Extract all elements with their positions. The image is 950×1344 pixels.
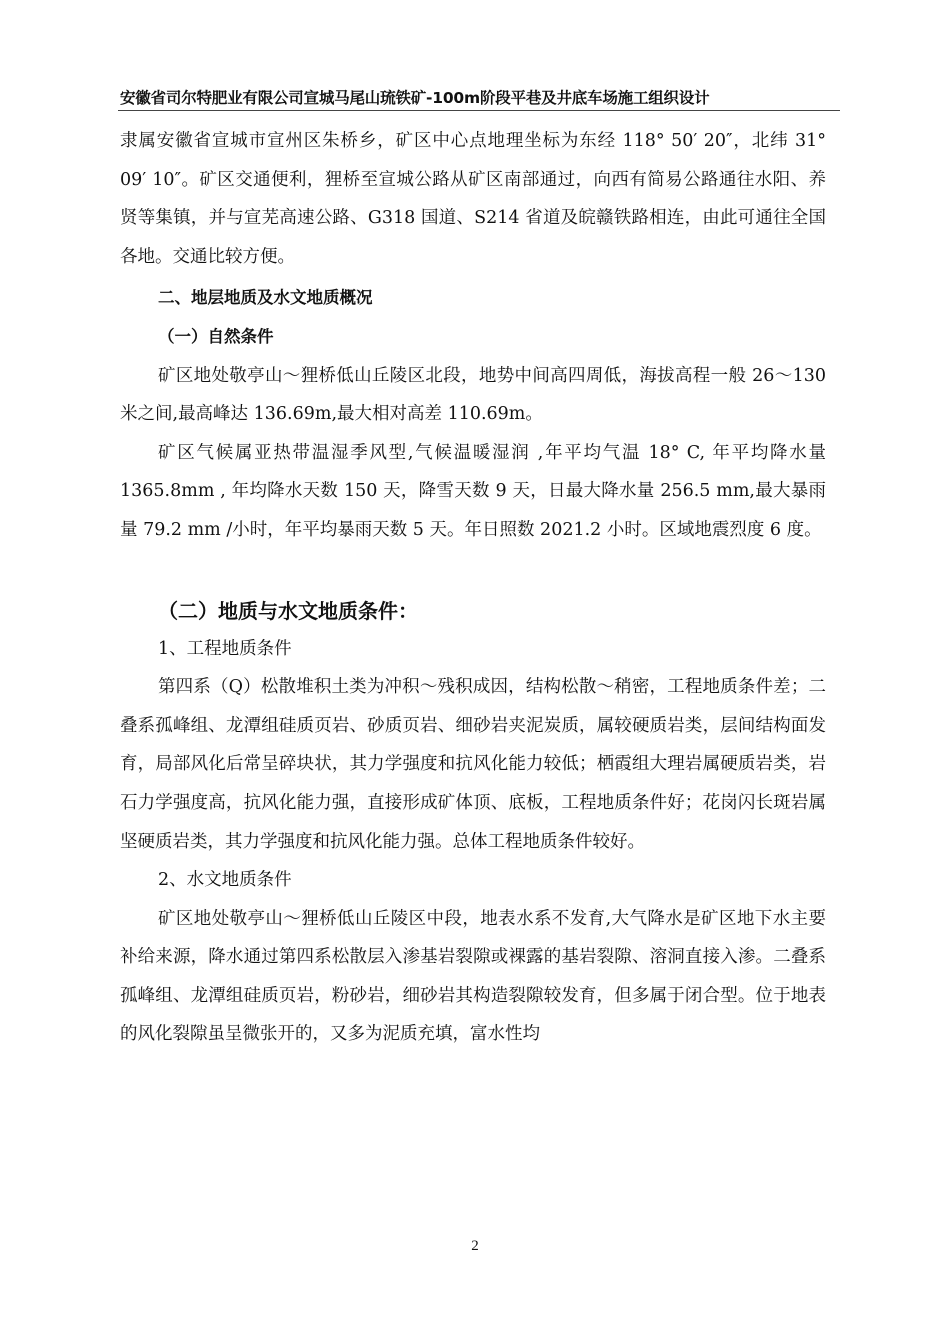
page-number: 2 [471,1238,479,1254]
subsection-heading-geology: （二）地质与水文地质条件： [158,598,418,623]
subsection-heading-natural: （一）自然条件 [158,326,274,346]
paragraph-location: 隶属安徽省宣城市宣州区朱桥乡，矿区中心点地理坐标为东经 118° 50′ 20″，北纬 31° 09′ 10″。矿区交通便利，狸桥至宣城公路从矿区南部通过，向西有简易公路通往水阳、养贤等集镇，并与宣芜高速公路、G318 国道、S214 省道及皖赣铁路相连，由此可通往全国各地。交通比较方便。 [120,131,826,267]
paragraph-climate: 矿区气候属亚热带温湿季风型,气候温暖湿润 ,年平均气温 18° C, 年平均降水量 1365.8mm , 年均降水天数 150 天，降雪天数 9 天，日最大降水量 256.5 mm,最大暴雨量 79.2 mm /小时，年平均暴雨天数 5 天。年日照数 2021.2 小时。区域地震烈度 6 度。 [120,442,826,540]
paragraph-hydro: 矿区地处敬亭山～狸桥低山丘陵区中段，地表水系不发育,大气降水是矿区地下水主要补给来源，降水通过第四系松散层入渗基岩裂隙或裸露的基岩裂隙、溶洞直接入渗。二叠系孤峰组、龙潭组硅质页岩，粉砂岩，细砂岩其构造裂隙较发育，但多属于闭合型。位于地表的风化裂隙虽呈微张开的，又多为泥质充填，富水性均 [120,908,826,1045]
paragraph-engineering: 第四系（Q）松散堆积土类为冲积～残积成因，结构松散～稍密，工程地质条件差；二叠系孤峰组、龙潭组硅质页岩、砂质页岩、细砂岩夹泥炭质，属较硬质岩类，层间结构面发育，局部风化后常呈碎块状，其力学强度和抗风化能力较低；栖霞组大理岩属硬质岩类，岩石力学强度高，抗风化能力强，直接形成矿体顶、底板，工程地质条件好；花岗闪长斑岩属坚硬质岩类，其力学强度和抗风化能力强。总体工程地质条件较好。 [120,677,826,852]
header-divider [118,110,840,111]
section-heading: 二、地层地质及水文地质概况 [158,288,373,308]
document-body [120,122,826,1054]
paragraph-terrain: 矿区地处敬亭山～狸桥低山丘陵区北段，地势中间高四周低，海拔高程一般 26～130 米之间,最高峰达 136.69m,最大相对高差 110.69m。 [120,365,826,425]
document-header: 安徽省司尔特肥业有限公司宣城马尾山琉铁矿-100m阶段平巷及井底车场施工组织设计 [120,89,710,107]
item-heading-hydro: 2、水文地质条件 [158,870,292,891]
item-heading-engineering: 1、工程地质条件 [158,638,292,659]
